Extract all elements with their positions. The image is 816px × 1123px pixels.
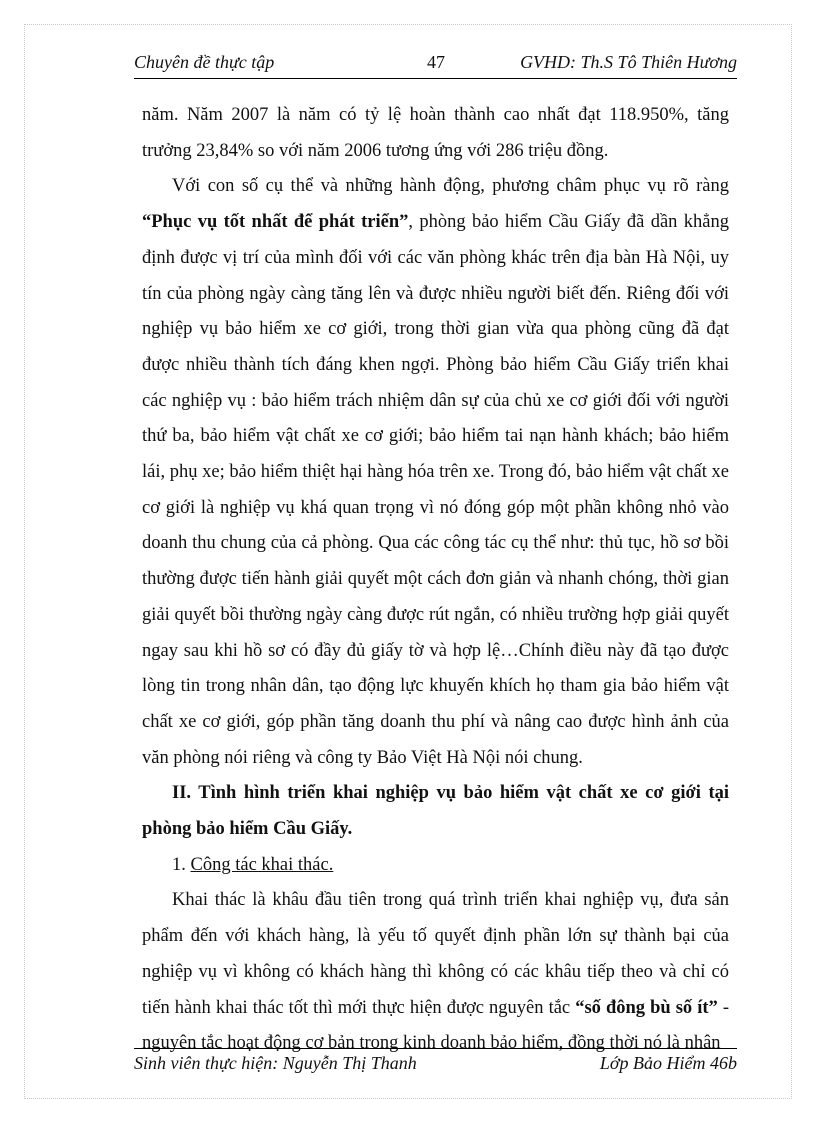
header-document-type: Chuyên đề thực tập — [134, 52, 275, 72]
paragraph-3: Khai thác là khâu đầu tiên trong quá trình triển khai nghiệp vụ, đưa sản phẩm đến với khách hàng, là yếu tố quyết định phần lớn sự thành bại của nghiệp vụ vì không có khách hàng thì không có các khâu tiếp theo và chỉ có tiến hành khai thác tốt thì mới thực hiện được nguyên tắc “số đông bù số ít” - nguyên tắc hoạt động cơ bản trong kinh doanh bảo hiểm, đồng thời nó là nhân — [142, 890, 729, 1054]
page-header — [134, 52, 737, 79]
subsection-title: Công tác khai thác. — [190, 854, 334, 875]
footer-student: Sinh viên thực hiện: Nguyễn Thị Thanh — [134, 1053, 417, 1073]
footer-class: Lớp Bảo Hiểm 46b — [599, 1053, 737, 1073]
header-page-number: 47 — [427, 52, 445, 72]
subsection-heading: 1. Công tác khai thác. — [172, 854, 334, 875]
page-body — [142, 98, 729, 1062]
section-heading: II. Tình hình triển khai nghiệp vụ bảo hiểm vật chất xe cơ giới tại phòng bảo hiểm Cầu Giấy. — [142, 783, 729, 840]
page-footer — [134, 1048, 737, 1075]
header-advisor: GVHD: Th.S Tô Thiên Hương — [520, 52, 737, 72]
paragraph-1: năm. Năm 2007 là năm có tỷ lệ hoàn thành cao nhất đạt 118.950%, tăng trưởng 23,84% so với năm 2006 tương ứng với 286 triệu đồng. — [142, 105, 729, 161]
paragraph-2: Với con số cụ thể và những hành động, phương châm phục vụ rõ ràng “Phục vụ tốt nhất để phát triển”, phòng bảo hiểm Cầu Giấy đã dần khẳng định được vị trí của mình đối với các văn phòng khác trên địa bàn Hà Nội, uy tín của phòng ngày càng tăng lên và được nhiều người biết đến. Riêng đối với nghiệp vụ bảo hiểm xe cơ giới, trong thời gian vừa qua phòng cũng đã đạt được nhiều thành tích đáng khen ngợi. Phòng bảo hiểm Cầu Giấy triển khai các nghiệp vụ : bảo hiểm trách nhiệm dân sự của chủ xe cơ giới đối với người thứ ba, bảo hiểm vật chất xe cơ giới; bảo hiểm tai nạn hành khách; bảo hiểm lái, phụ xe; bảo hiểm thiệt hại hàng hóa trên xe. Trong đó, bảo hiểm vật chất xe cơ giới là nghiệp vụ khá quan trọng vì nó đóng góp một phần không nhỏ vào doanh thu chung của cả phòng. Qua các công tác cụ thể như: thủ tục, hồ sơ bồi thường được tiến hành giải quyết một cách đơn giản và nhanh chóng, thời gian giải quyết bồi thường ngày càng được rút ngắn, có nhiều trường hợp giải quyết ngay sau khi hồ sơ có đầy đủ giấy tờ và hợp lệ…Chính điều này đã tạo được lòng tin trong nhân dân, tạo động lực khuyến khích họ tham gia bảo hiểm vật chất xe cơ giới, góp phần tăng doanh thu phí và nâng cao được hình ảnh của văn phòng nói riêng và công ty Bảo Việt Hà Nội nói chung. — [142, 176, 729, 768]
principle-bold: “số đông bù số ít” — [575, 997, 718, 1018]
motto-bold: “Phục vụ tốt nhất để phát triển” — [142, 212, 409, 233]
